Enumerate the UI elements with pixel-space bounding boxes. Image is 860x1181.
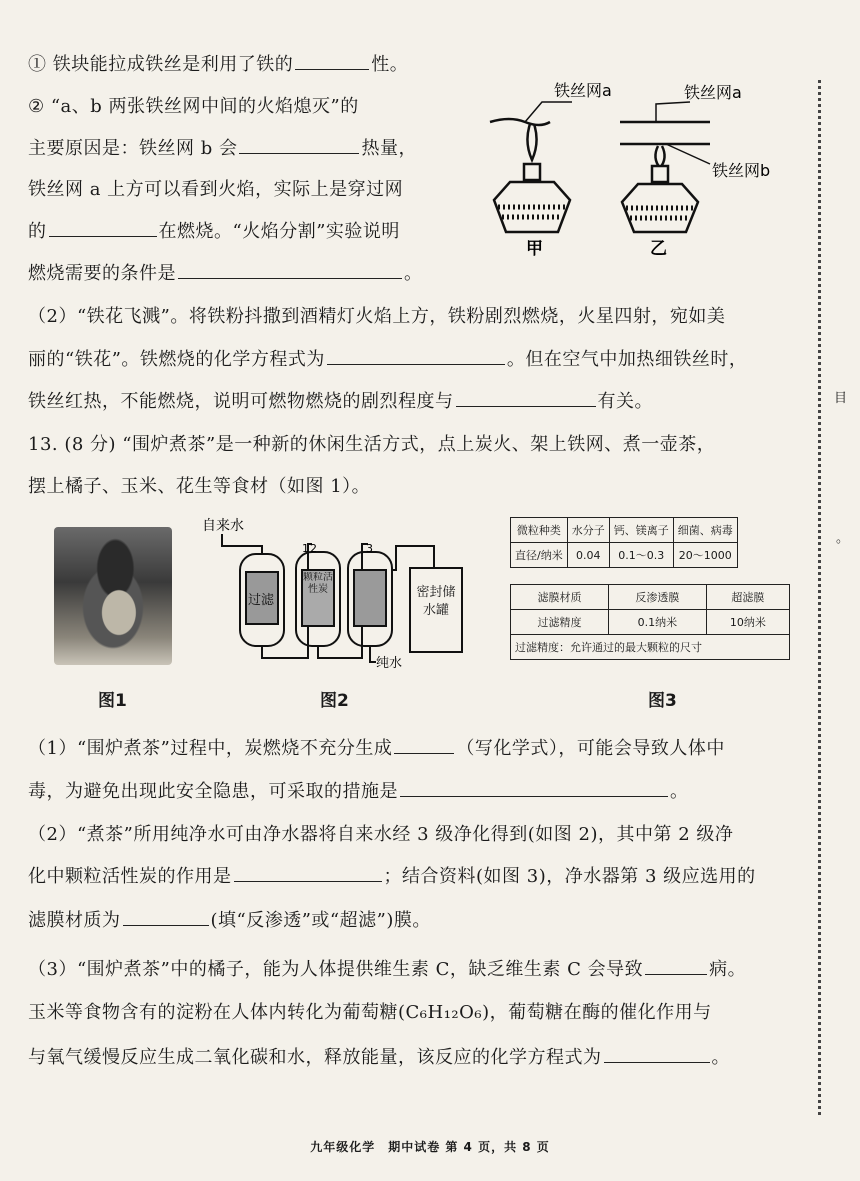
stage-carbon-label: 颗粒活性炭 [303,572,333,595]
q13-line-1: 13. (8 分) “围炉煮茶”是一种新的休闲生活方式，点上炭火、架上铁网、煮一壶茶， [28,434,716,455]
answer-blank[interactable] [327,348,505,365]
q13-s3-line-2: 玉米等食物含有的淀粉在人体内转化为葡萄糖(C₆H₁₂O₆)，葡萄糖在酶的催化作用与 [28,1002,712,1023]
binding-margin-line [818,80,821,1115]
stage-num-1: 1 [302,542,309,555]
q13-line-2: 摆上橘子、玉米、花生等食材（如图 1）。 [28,476,371,497]
answer-blank[interactable] [604,1046,710,1063]
q13-s3-line-1: （3）“围炉煮茶”中的橘子，能为人体提供维生素 C，缺乏维生素 C 会导致 病。 [28,959,747,980]
q12-s2-line-3: 铁丝红热，不能燃烧，说明可燃物燃烧的剧烈程度与 有关。 [28,391,653,412]
filter-membrane-table: 滤膜材质 反渗透膜 超滤膜 过滤精度 0.1纳米 10纳米 过滤精度：允许通过的最大颗粒的尺寸 [510,584,790,660]
page-footer: 九年级化学 期中试卷 第 4 页，共 8 页 [310,1140,550,1154]
q12-s2-line-2: 丽的“铁花”。铁燃烧的化学方程式为 。但在空气中加热细铁丝时， [28,349,748,370]
label-jia: 甲 [526,239,543,259]
margin-mark-1: 目 [834,391,848,406]
q13-s2-line-2: 化中颗粒活性炭的作用是 ；结合资料(如图 3)，净水器第 3 级应选用的 [28,866,756,887]
answer-blank[interactable] [239,137,359,154]
sealed-tank-label: 密封储水罐 [416,585,456,618]
label-mesh-b: 铁丝网b [712,161,771,180]
answer-blank[interactable] [400,780,668,797]
caption-fig3: 图3 [648,691,677,711]
answer-blank[interactable] [295,53,369,70]
q12-line-6: 燃烧需要的条件是 。 [28,263,423,284]
caption-fig1: 图1 [98,691,127,711]
q13-s1-line-1: （1）“围炉煮茶”过程中，炭燃烧不充分生成 （写化学式），可能会导致人体中 [28,738,725,759]
answer-blank[interactable] [178,262,402,279]
label-yi: 乙 [650,239,667,259]
answer-blank[interactable] [394,737,454,754]
q13-s2-line-1: （2）“煮茶”所用纯净水可由净水器将自来水经 3 级净化得到(如图 2)，其中第 2 级净 [28,824,734,845]
tea-stove-photo [54,527,172,665]
q13-s2-line-3: 滤膜材质为 (填“反渗透”或“超滤”)膜。 [28,910,431,931]
q12-line-4: 铁丝网 a 上方可以看到火焰，实际上是穿过网 [28,179,404,200]
label-mesh-a-left: 铁丝网a [554,81,612,100]
stage-num-3: 3 [366,542,373,555]
caption-fig2: 图2 [320,691,349,711]
label-mesh-a-right: 铁丝网a [684,83,742,102]
q13-s1-line-2: 毒，为避免出现此安全隐患，可采取的措施是 。 [28,781,689,802]
answer-blank[interactable] [123,909,209,926]
answer-blank[interactable] [49,220,157,237]
q13-s3-line-3: 与氧气缓慢反应生成二氧化碳和水，释放能量，该反应的化学方程式为 。 [28,1047,730,1068]
answer-blank[interactable] [645,958,707,975]
q12-s2-line-1: （2）“铁花飞溅”。将铁粉抖撒到酒精灯火焰上方，铁粉剧烈燃烧，火星四射，宛如美 [28,306,726,327]
answer-blank[interactable] [234,865,382,882]
label-tap-water: 自来水 [202,518,244,534]
burner-diagram [480,72,810,262]
particle-size-table: 微粒种类 水分子 钙、镁离子 细菌、病毒 直径/纳米 0.04 0.1～0.3 20～1000 [510,517,738,568]
label-pure-water: 纯水 [376,656,403,671]
water-purifier-diagram [200,512,480,672]
q12-line-1: ① 铁块能拉成铁丝是利用了铁的 性。 [28,54,409,75]
q12-line-2: ② “a、b 两张铁丝网中间的火焰熄灭”的 [28,96,359,117]
stage-num-2: 2 [310,542,317,555]
q12-line-3: 主要原因是：铁丝网 b 会 热量， [28,138,417,159]
q12-line-5: 的 在燃烧。“火焰分割”实验说明 [28,221,400,242]
margin-mark-2: 。 [836,531,850,546]
stage-filter-label: 过滤 [248,593,275,608]
answer-blank[interactable] [456,390,596,407]
